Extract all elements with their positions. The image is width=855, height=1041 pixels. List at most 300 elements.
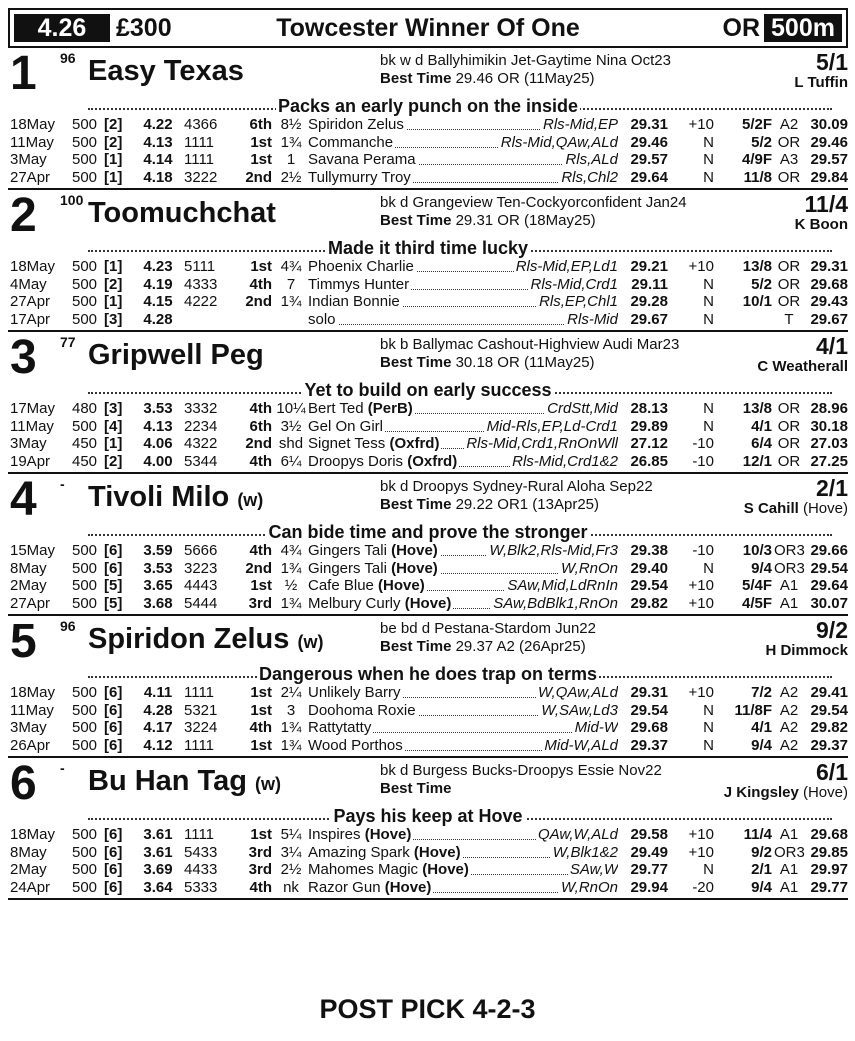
form-remarks: Rls-Mid,Crd1&2: [512, 452, 618, 470]
form-win-time: 29.31: [630, 684, 668, 701]
form-going: -10: [692, 435, 714, 452]
form-finish: 6th: [249, 116, 272, 133]
form-line: [8, 311, 848, 329]
form-finish: 2nd: [245, 435, 272, 452]
form-sectionals: 5666: [184, 542, 218, 559]
runner-comment: [8, 238, 848, 258]
form-trap: [6]: [104, 843, 123, 861]
runner-suffix: (w): [237, 490, 264, 510]
form-finish: 3rd: [248, 861, 272, 878]
form-grade: OR: [777, 275, 801, 293]
form-calc-time: 29.68: [810, 826, 848, 843]
form-beaten: 3½: [280, 417, 302, 435]
winner-track: (PerB): [367, 400, 413, 417]
form-date: 11May: [10, 417, 54, 435]
form-win-time: 28.13: [630, 400, 668, 417]
runner-block: [8, 190, 848, 332]
form-line: [8, 595, 848, 613]
trainer-name: C Weatherall: [757, 358, 848, 375]
form-split: 4.17: [143, 719, 173, 736]
form-sectionals: 1111: [184, 826, 215, 843]
form-date: 8May: [10, 559, 47, 577]
form-sectionals: 5111: [184, 258, 216, 275]
form-going: N: [703, 861, 714, 878]
form-split: 4.19: [143, 275, 173, 293]
form-calc-time: 29.41: [810, 684, 848, 701]
form-split: 4.11: [143, 684, 173, 701]
form-split: 3.53: [143, 400, 173, 417]
winner-name: Droopys Doris: [308, 452, 404, 470]
form-win-time: 29.54: [630, 577, 668, 594]
winner-track: (Hove): [413, 843, 461, 861]
form-distance: 500: [72, 168, 98, 186]
form-remarks: Rls,ALd: [565, 151, 618, 168]
best-time-value: 29.22 OR1 (13Apr25): [455, 496, 600, 513]
form-win-time: 29.38: [630, 542, 668, 559]
form-sectionals: 1111: [184, 684, 215, 701]
form-split: 4.22: [143, 116, 173, 133]
form-sectionals: 4433: [184, 861, 218, 878]
form-lines: [8, 400, 848, 472]
form-sp: 10/3: [742, 542, 772, 559]
form-lines: [8, 826, 848, 898]
runner-header: [8, 47, 848, 100]
trap-number: 6: [10, 757, 37, 810]
form-grade: OR3: [774, 843, 805, 861]
form-race: [308, 418, 618, 436]
form-sp: 13/8: [742, 258, 772, 275]
form-distance: 500: [72, 684, 98, 701]
form-calc-time: 29.46: [810, 133, 848, 151]
best-time-value: 30.18 OR (11May25): [455, 354, 595, 371]
runner-comment: [8, 522, 848, 542]
winner-track: (Hove): [391, 559, 438, 577]
winner-name: Commanche: [308, 133, 394, 151]
form-line: [8, 560, 848, 578]
form-trap: [5]: [104, 594, 123, 612]
form-grade: OR: [777, 133, 801, 151]
runner-odds: 6/1: [816, 759, 848, 785]
form-winner: [308, 116, 406, 133]
form-beaten: shd: [278, 435, 304, 452]
form-grade: T: [784, 310, 794, 328]
form-sectionals: 5444: [184, 594, 218, 612]
form-date: 2May: [10, 861, 47, 878]
runner-comment: [8, 96, 848, 116]
comment-text: Dangerous when he does trap on terms: [258, 664, 598, 684]
form-race: [308, 453, 618, 471]
form-race: [308, 542, 618, 560]
form-line: [8, 169, 848, 187]
runner-rating: 96: [60, 50, 76, 66]
form-win-time: 29.57: [630, 151, 668, 168]
form-sp: 5/2: [751, 133, 772, 151]
form-race: [308, 826, 618, 844]
form-trap: [3]: [104, 310, 123, 328]
form-win-time: 29.40: [630, 559, 668, 577]
form-finish: 4th: [249, 400, 272, 417]
form-calc-time: 29.64: [810, 577, 848, 594]
form-remarks: W,Blk1&2: [552, 843, 618, 861]
form-trap: [1]: [104, 435, 123, 452]
form-remarks: Mid-W: [574, 719, 618, 736]
runner-comment: [8, 806, 848, 826]
form-trap: [2]: [104, 133, 123, 151]
winner-track: (Oxfrd): [407, 452, 458, 470]
runner-header: [8, 189, 848, 242]
runner-odds: 2/1: [816, 475, 848, 501]
form-going: N: [703, 417, 714, 435]
form-sectionals: 3332: [184, 400, 218, 417]
form-beaten: 6¼: [280, 452, 302, 470]
form-race: [308, 684, 618, 702]
runner-breeding: bk d Grangeview Ten-Cockyorconfident Jan24: [380, 194, 687, 211]
form-distance: 500: [72, 275, 98, 293]
runner-name-text: Gripwell Peg: [88, 339, 264, 371]
form-calc-time: 27.25: [810, 452, 848, 470]
form-trap: [1]: [104, 168, 123, 186]
form-finish: 4th: [249, 542, 272, 559]
form-grade: A2: [779, 116, 799, 133]
form-distance: 500: [72, 559, 98, 577]
form-finish: 2nd: [245, 293, 272, 310]
form-win-time: 29.31: [630, 116, 668, 133]
form-calc-time: 29.68: [810, 275, 848, 293]
form-remarks: Mid-Rls,EP,Ld-Crd1: [486, 417, 618, 435]
form-distance: 500: [72, 826, 98, 843]
form-split: 4.13: [143, 133, 173, 151]
form-race: [308, 151, 618, 169]
form-calc-time: 29.57: [810, 151, 848, 168]
runner-best-time: [380, 354, 595, 371]
form-sp: 5/2F: [741, 116, 772, 133]
winner-name: Indian Bonnie: [308, 293, 400, 310]
form-calc-time: 29.82: [810, 719, 848, 736]
runner-best-time: [380, 638, 586, 655]
runner-header: [8, 331, 848, 384]
form-trap: [2]: [104, 452, 123, 470]
form-trap: [6]: [104, 861, 123, 878]
form-sp: 4/9F: [741, 151, 772, 168]
trap-number: 4: [10, 473, 37, 526]
form-distance: 500: [72, 133, 98, 151]
form-going: N: [703, 133, 714, 151]
form-remarks: QAw,W,ALd: [537, 826, 618, 843]
form-split: 4.13: [143, 417, 173, 435]
form-win-time: 29.68: [630, 719, 668, 736]
form-calc-time: 29.31: [810, 258, 848, 275]
best-time-value: 29.37 A2 (26Apr25): [455, 638, 586, 655]
winner-name: Spiridon Zelus: [308, 116, 404, 133]
form-date: 15May: [10, 542, 56, 559]
form-split: 4.14: [143, 151, 173, 168]
form-win-time: 29.82: [630, 594, 668, 612]
form-sectionals: 4443: [184, 577, 218, 594]
form-beaten: 3¼: [280, 843, 302, 861]
form-split: 3.61: [143, 826, 173, 843]
form-distance: 450: [72, 452, 98, 470]
form-distance: 500: [72, 542, 98, 559]
form-trap: [6]: [104, 878, 123, 896]
best-time-value: 29.31 OR (18May25): [455, 212, 596, 229]
post-pick: POST PICK 4-2-3: [319, 994, 536, 1024]
form-beaten: 1¾: [280, 736, 302, 754]
form-line: [8, 151, 848, 169]
form-race: [308, 702, 618, 720]
runner-best-time: [380, 780, 451, 797]
form-grade: A2: [779, 684, 799, 701]
form-sectionals: 1111: [184, 736, 215, 754]
form-split: 4.15: [143, 293, 173, 310]
best-time-label: Best Time: [380, 212, 452, 229]
form-race: [308, 311, 618, 329]
runner-trainer: [794, 74, 848, 91]
form-sp: 9/4: [751, 559, 772, 577]
form-winner: [308, 826, 413, 843]
form-trap: [1]: [104, 151, 123, 168]
form-sp: 4/5F: [741, 594, 772, 612]
form-win-time: 29.54: [630, 701, 668, 719]
form-split: 4.23: [143, 258, 173, 275]
winner-name: Mahomes Magic: [308, 861, 419, 878]
form-date: 18May: [10, 826, 56, 843]
form-finish: 4th: [249, 452, 272, 470]
form-going: N: [703, 310, 714, 328]
form-going: -10: [692, 452, 714, 470]
runner-best-time: [380, 496, 599, 513]
form-race: [308, 293, 618, 311]
form-distance: 450: [72, 435, 98, 452]
form-distance: 500: [72, 719, 98, 736]
form-grade: OR: [777, 400, 801, 417]
runner-rating: -: [60, 476, 65, 492]
form-finish: 1st: [250, 684, 272, 701]
form-finish: 3rd: [248, 594, 272, 612]
form-sectionals: 3223: [184, 559, 218, 577]
form-trap: [1]: [104, 258, 123, 275]
runner-odds: 11/4: [804, 191, 848, 217]
runner-odds: 5/1: [816, 49, 848, 75]
form-win-time: 29.67: [630, 310, 668, 328]
form-win-time: 29.94: [630, 878, 668, 896]
comment-text: Pays his keep at Hove: [333, 806, 523, 826]
form-trap: [6]: [104, 559, 123, 577]
runner-rating: 96: [60, 618, 76, 634]
form-beaten: 8½: [280, 116, 302, 133]
form-winner: [308, 276, 411, 293]
form-win-time: 29.11: [631, 275, 668, 293]
form-winner: [308, 435, 441, 452]
form-line: [8, 719, 848, 737]
form-race: [308, 577, 618, 595]
form-winner: [308, 542, 440, 559]
form-date: 3May: [10, 151, 47, 168]
form-split: 3.53: [143, 559, 173, 577]
runner-block: [8, 616, 848, 758]
form-remarks: W,Blk2,Rls-Mid,Fr3: [489, 542, 618, 559]
form-race: [308, 258, 618, 276]
form-beaten: nk: [283, 878, 299, 896]
form-remarks: W,QAw,ALd: [537, 684, 618, 701]
form-winner: [308, 453, 459, 470]
form-calc-time: 29.77: [810, 878, 848, 896]
form-grade: OR: [777, 417, 801, 435]
winner-name: Unlikely Barry: [308, 684, 401, 701]
form-finish: 1st: [250, 701, 272, 719]
winner-name: Bert Ted: [308, 400, 364, 417]
form-finish: 3rd: [248, 843, 272, 861]
race-header: [8, 8, 848, 48]
form-trap: [6]: [104, 719, 123, 736]
winner-track: (Hove): [404, 594, 452, 612]
form-trap: [2]: [104, 275, 123, 293]
form-split: 3.68: [143, 594, 173, 612]
winner-name: Amazing Spark: [308, 843, 410, 861]
form-distance: 500: [72, 736, 98, 754]
form-sectionals: 1111: [184, 151, 215, 168]
winner-name: solo: [308, 310, 336, 328]
form-date: 17May: [10, 400, 56, 417]
winner-name: Phoenix Charlie: [308, 258, 414, 275]
form-winner: [308, 169, 413, 186]
form-going: +10: [688, 577, 714, 594]
form-winner: [308, 258, 416, 275]
form-distance: 500: [72, 258, 98, 275]
form-going: N: [703, 719, 714, 736]
form-remarks: Rls,Chl2: [561, 168, 618, 186]
form-remarks: W,RnOn: [561, 559, 618, 577]
form-race: [308, 276, 618, 294]
form-sectionals: 5321: [184, 701, 218, 719]
form-finish: 4th: [249, 719, 272, 736]
winner-name: Gingers Tali: [308, 559, 387, 577]
form-line: [8, 542, 848, 560]
form-sp: 5/4F: [741, 577, 772, 594]
form-sectionals: 5344: [184, 452, 218, 470]
form-going: N: [703, 275, 714, 293]
form-going: N: [703, 151, 714, 168]
form-sectionals: 3222: [184, 168, 218, 186]
winner-track: (Hove): [422, 861, 469, 878]
form-beaten: 1¾: [280, 133, 302, 151]
form-going: N: [703, 701, 714, 719]
race-grade: OR: [722, 14, 760, 42]
form-beaten: 2½: [280, 168, 302, 186]
form-sp: 11/4: [743, 826, 772, 843]
runner-name: [88, 622, 323, 659]
winner-track: (Hove): [364, 826, 412, 843]
form-date: 11May: [10, 701, 54, 719]
form-winner: [308, 134, 395, 151]
runner-suffix: (w): [297, 632, 324, 652]
form-grade: A1: [779, 826, 799, 843]
winner-name: Savana Perama: [308, 151, 416, 168]
form-beaten: 4¾: [280, 258, 302, 275]
winner-name: Tullymurry Troy: [308, 168, 411, 186]
runner-rating: -: [60, 760, 65, 776]
form-sp: 10/1: [742, 293, 772, 310]
form-win-time: 29.77: [630, 861, 668, 878]
form-race: [308, 879, 618, 897]
form-distance: 500: [72, 310, 98, 328]
form-beaten: 4¾: [280, 542, 302, 559]
form-going: N: [703, 736, 714, 754]
form-trap: [6]: [104, 542, 123, 559]
race-prize: £300: [116, 14, 172, 42]
best-time-label: Best Time: [380, 780, 452, 797]
form-grade: OR: [777, 293, 801, 310]
best-time-label: Best Time: [380, 638, 452, 655]
form-date: 18May: [10, 684, 56, 701]
form-remarks: SAw,W: [569, 861, 618, 878]
form-calc-time: 29.67: [810, 310, 848, 328]
form-win-time: 29.46: [630, 133, 668, 151]
trainer-name: K Boon: [794, 216, 848, 233]
form-date: 17Apr: [10, 310, 51, 328]
form-sp: 2/1: [751, 861, 772, 878]
form-calc-time: 28.96: [810, 400, 848, 417]
runner-trainer: [757, 358, 848, 375]
form-going: +10: [688, 258, 714, 275]
runner-name: [88, 338, 264, 375]
winner-name: Razor Gun: [308, 878, 381, 896]
form-beaten: 1¾: [280, 293, 302, 310]
form-going: +10: [688, 826, 714, 843]
runner-block: [8, 332, 848, 474]
form-race: [308, 861, 618, 879]
form-winner: [308, 844, 463, 861]
form-winner: [308, 719, 373, 736]
trainer-name: L Tuffin: [794, 74, 848, 91]
form-beaten: 1¾: [280, 719, 302, 736]
form-winner: [308, 151, 418, 168]
form-going: N: [703, 559, 714, 577]
form-finish: 1st: [250, 736, 272, 754]
form-calc-time: 30.09: [810, 116, 848, 133]
runner-name-text: Easy Texas: [88, 55, 244, 87]
form-finish: 1st: [250, 133, 272, 151]
runner-block: [8, 758, 848, 900]
form-win-time: 29.28: [630, 293, 668, 310]
form-winner: [308, 293, 402, 310]
runner-trainer: [795, 216, 848, 233]
form-going: +10: [688, 594, 714, 612]
form-grade: OR3: [774, 559, 805, 577]
form-date: 11May: [10, 133, 54, 151]
runner-breeding: be bd d Pestana-Stardom Jun22: [380, 620, 596, 637]
runner-comment: [8, 380, 848, 400]
form-remarks: Mid-W,ALd: [544, 736, 618, 754]
form-trap: [1]: [104, 293, 123, 310]
form-remarks: W,RnOn: [561, 878, 618, 896]
runner-odds: 9/2: [816, 617, 848, 643]
form-lines: [8, 542, 848, 614]
form-remarks: Rls-Mid: [567, 310, 618, 328]
form-split: 3.69: [143, 861, 173, 878]
form-lines: [8, 116, 848, 188]
form-winner: [308, 861, 471, 878]
comment-text: Packs an early punch on the inside: [277, 96, 579, 116]
trap-number: 3: [10, 331, 37, 384]
trainer-name: J Kingsley: [723, 784, 799, 801]
form-winner: [308, 737, 405, 754]
form-date: 3May: [10, 435, 47, 452]
form-race: [308, 595, 618, 613]
form-grade: A3: [779, 151, 799, 168]
form-calc-time: 29.97: [810, 861, 848, 878]
racecard: [8, 8, 848, 900]
form-going: N: [703, 293, 714, 310]
